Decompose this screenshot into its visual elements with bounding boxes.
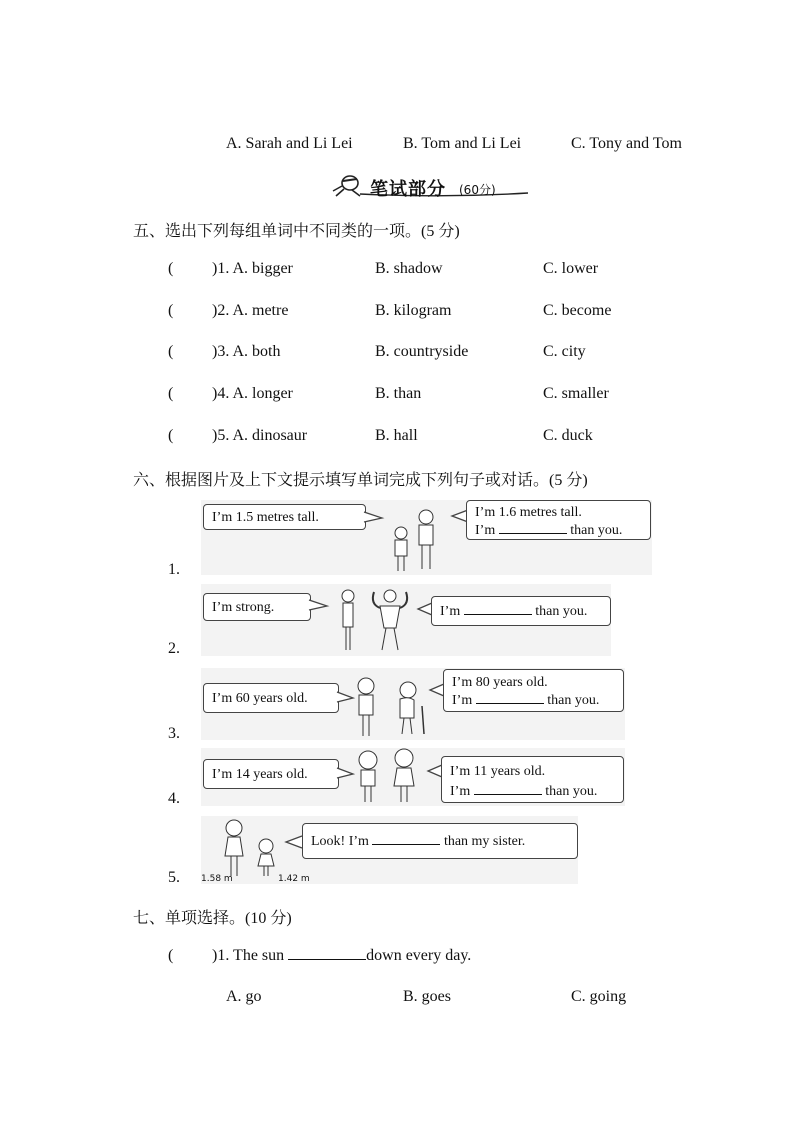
bubble-line-2-end: than you. (545, 784, 598, 799)
mc-q1-stem-end: down every day. (366, 947, 472, 964)
bubble-text-start: Look! I’m (311, 834, 369, 849)
bubble-line-2-end: than you. (547, 693, 600, 708)
bubble-line-2-start: I’m (452, 693, 473, 708)
item1-option-c: C. lower (543, 260, 599, 277)
section5-heading: 五、选出下列每组单词中不同类的一项。(5 分) (133, 223, 460, 240)
bubble-line-2-end: than you. (570, 523, 623, 538)
question-5-number: 5. (168, 869, 180, 886)
question-1-number: 1. (168, 561, 180, 578)
prev-option-c: C. Tony and Tom (571, 135, 682, 152)
item2-option-b: B. kilogram (375, 302, 452, 319)
speech-bubble-right (466, 500, 651, 540)
section7-heading: 七、单项选择。(10 分) (133, 910, 292, 927)
bubble-text-start: I’m (440, 604, 461, 619)
bubble-line-1: I’m 80 years old. (452, 675, 548, 690)
speech-bubble-left (203, 759, 339, 789)
mc-q1-option-a: A. go (226, 988, 262, 1005)
item4-paren: ( (168, 385, 174, 402)
question-2-number: 2. (168, 640, 180, 657)
speech-bubble-right (431, 596, 611, 626)
item2-option-a: )2. A. metre (212, 302, 289, 319)
item3-paren: ( (168, 343, 174, 360)
answer-blank[interactable] (464, 602, 532, 615)
bubble-tail (309, 598, 329, 612)
item3-option-b: B. countryside (375, 343, 469, 360)
two-children-illustration (388, 505, 440, 573)
item2-paren: ( (168, 302, 174, 319)
item5-option-a: )5. A. dinosaur (212, 427, 308, 444)
prev-option-a: A. Sarah and Li Lei (226, 135, 353, 152)
answer-blank[interactable] (474, 782, 542, 795)
question-3-number: 3. (168, 725, 180, 742)
bubble-text: I’m strong. (212, 600, 275, 615)
item5-option-b: B. hall (375, 427, 418, 444)
answer-blank[interactable] (288, 947, 366, 960)
sisters-illustration (218, 818, 284, 878)
bubble-line-2-start: I’m (450, 784, 471, 799)
answer-blank[interactable] (372, 832, 440, 845)
item5-paren: ( (168, 427, 174, 444)
bubble-text: I’m 14 years old. (212, 767, 308, 782)
bubble-line-1: I’m 11 years old. (450, 764, 546, 779)
answer-blank[interactable] (499, 521, 567, 534)
mc-q1-option-c: C. going (571, 988, 627, 1005)
banner-title: 笔试部分 (370, 179, 446, 200)
two-girls-illustration (354, 746, 426, 806)
speech-bubble-right (443, 669, 624, 712)
strong-man-illustration (336, 586, 416, 654)
item1-option-a: )1. A. bigger (212, 260, 293, 277)
bubble-text-end: than my sister. (443, 834, 526, 849)
bubble-tail (337, 766, 355, 780)
item2-option-c: C. become (543, 302, 612, 319)
item1-paren: ( (168, 260, 174, 277)
height-label-1: 1.58 m (201, 874, 233, 884)
bubble-text-end: than you. (535, 604, 588, 619)
speech-bubble (302, 823, 578, 859)
mc-q1-paren: ( (168, 947, 174, 964)
mc-q1-option-b: B. goes (403, 988, 451, 1005)
banner-subtitle: (60分) (459, 183, 496, 197)
item3-option-a: )3. A. both (212, 343, 281, 360)
item4-option-b: B. than (375, 385, 422, 402)
old-men-illustration (352, 672, 432, 738)
bubble-text: I’m 60 years old. (212, 691, 308, 706)
bubble-text: I’m 1.5 metres tall. (212, 510, 319, 525)
bubble-tail (364, 510, 384, 524)
item3-option-c: C. city (543, 343, 586, 360)
speech-bubble-left (203, 593, 311, 621)
prev-option-b: B. Tom and Li Lei (403, 135, 522, 152)
height-label-2: 1.42 m (278, 874, 310, 884)
bubble-line-1: I’m 1.6 metres tall. (475, 505, 582, 520)
item4-option-c: C. smaller (543, 385, 609, 402)
mc-q1-stem-start: )1. The sun (212, 947, 285, 964)
answer-blank[interactable] (476, 691, 544, 704)
speech-bubble-left (203, 504, 366, 530)
mc-q1-stem (212, 947, 471, 965)
bubble-line-2-start: I’m (475, 523, 496, 538)
item5-option-c: C. duck (543, 427, 593, 444)
speech-bubble-left (203, 683, 339, 713)
question-4-number: 4. (168, 790, 180, 807)
item4-option-a: )4. A. longer (212, 385, 293, 402)
section6-heading: 六、根据图片及上下文提示填写单词完成下列句子或对话。(5 分) (133, 472, 588, 489)
item1-option-b: B. shadow (375, 260, 443, 277)
speech-bubble-right (441, 756, 624, 803)
